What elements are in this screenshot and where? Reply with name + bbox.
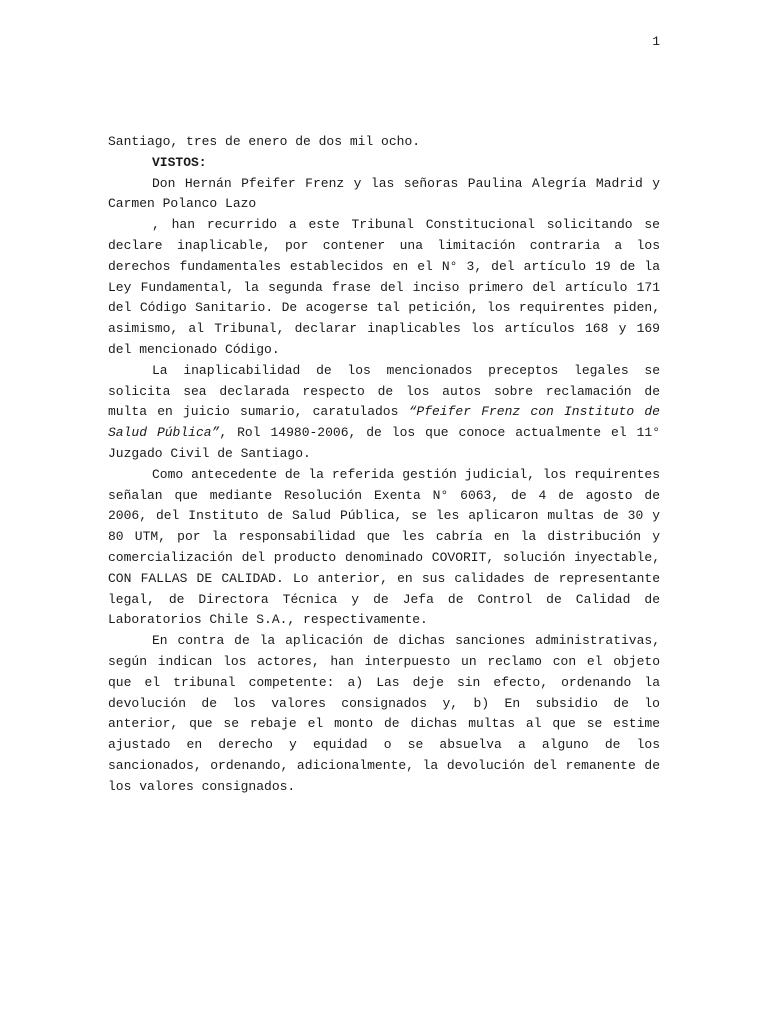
- paragraph-2: , han recurrido a este Tribunal Constitucional solicitando se declare inaplicable, por contener una limitación contraria a los derechos fundamentales establecidos en el N° 3, del artículo 19 de la Ley Fundamental, la segunda frase del inciso primero del artículo 171 del Código Sanitario. De acogerse tal petición, los requirentes piden, asimismo, al Tribunal, declarar inaplicables los artículos 168 y 169 del mencionado Código.: [108, 217, 660, 357]
- paragraph-5: En contra de la aplicación de dichas sanciones administrativas, según indican los actores, han interpuesto un reclamo con el objeto que el tribunal competente: a) Las deje sin efecto, ordenando la devolución de los valores consignados y, b) En subsidio de lo anterior, que se rebaje el monto de dichas multas al que se estime ajustado en derecho y equidad o se absuelva a alguno de los sancionados, ordenando, adicionalmente, la devolución del remanente de los valores consignados.: [108, 633, 660, 794]
- case-title: “Pfeifer Frenz con Instituto de Salud Pública”: [108, 404, 660, 441]
- paragraph-1: Don Hernán Pfeifer Frenz y las señoras Paulina Alegría Madrid y Carmen Polanco Lazo: [108, 175, 660, 212]
- opening-line: Santiago, tres de enero de dos mil ocho.: [108, 134, 421, 149]
- page-number: 1: [652, 34, 660, 49]
- section-heading: VISTOS:: [152, 154, 207, 170]
- paragraph-3-before: La inaplicabilidad de los mencionados preceptos legales se solicita sea declarada respecto de los autos sobre reclamación de multa en juicio sumario, caratulados: [108, 362, 660, 420]
- paragraph-4: Como antecedente de la referida gestión judicial, los requirentes señalan que mediante Resolución Exenta N° 6063, de 4 de agosto de 2006, del Instituto de Salud Pública, se les aplicaron multas de 30 y 80 UTM, por la responsabilidad que les cabría en la distribución y comercialización del producto denominado COVORIT, solución inyectable, CON FALLAS DE CALIDAD. Lo anterior, en sus calidades de representante legal, de Directora Técnica y de Jefa de Control de Calidad de Laboratorios Chile S.A., respectivamente.: [108, 466, 660, 628]
- paragraph-3-after: , Rol 14980-2006, de los que conoce actualmente el 11° Juzgado Civil de Santiago.: [108, 425, 660, 461]
- paragraph-3: [108, 361, 660, 465]
- document-body: [108, 132, 660, 798]
